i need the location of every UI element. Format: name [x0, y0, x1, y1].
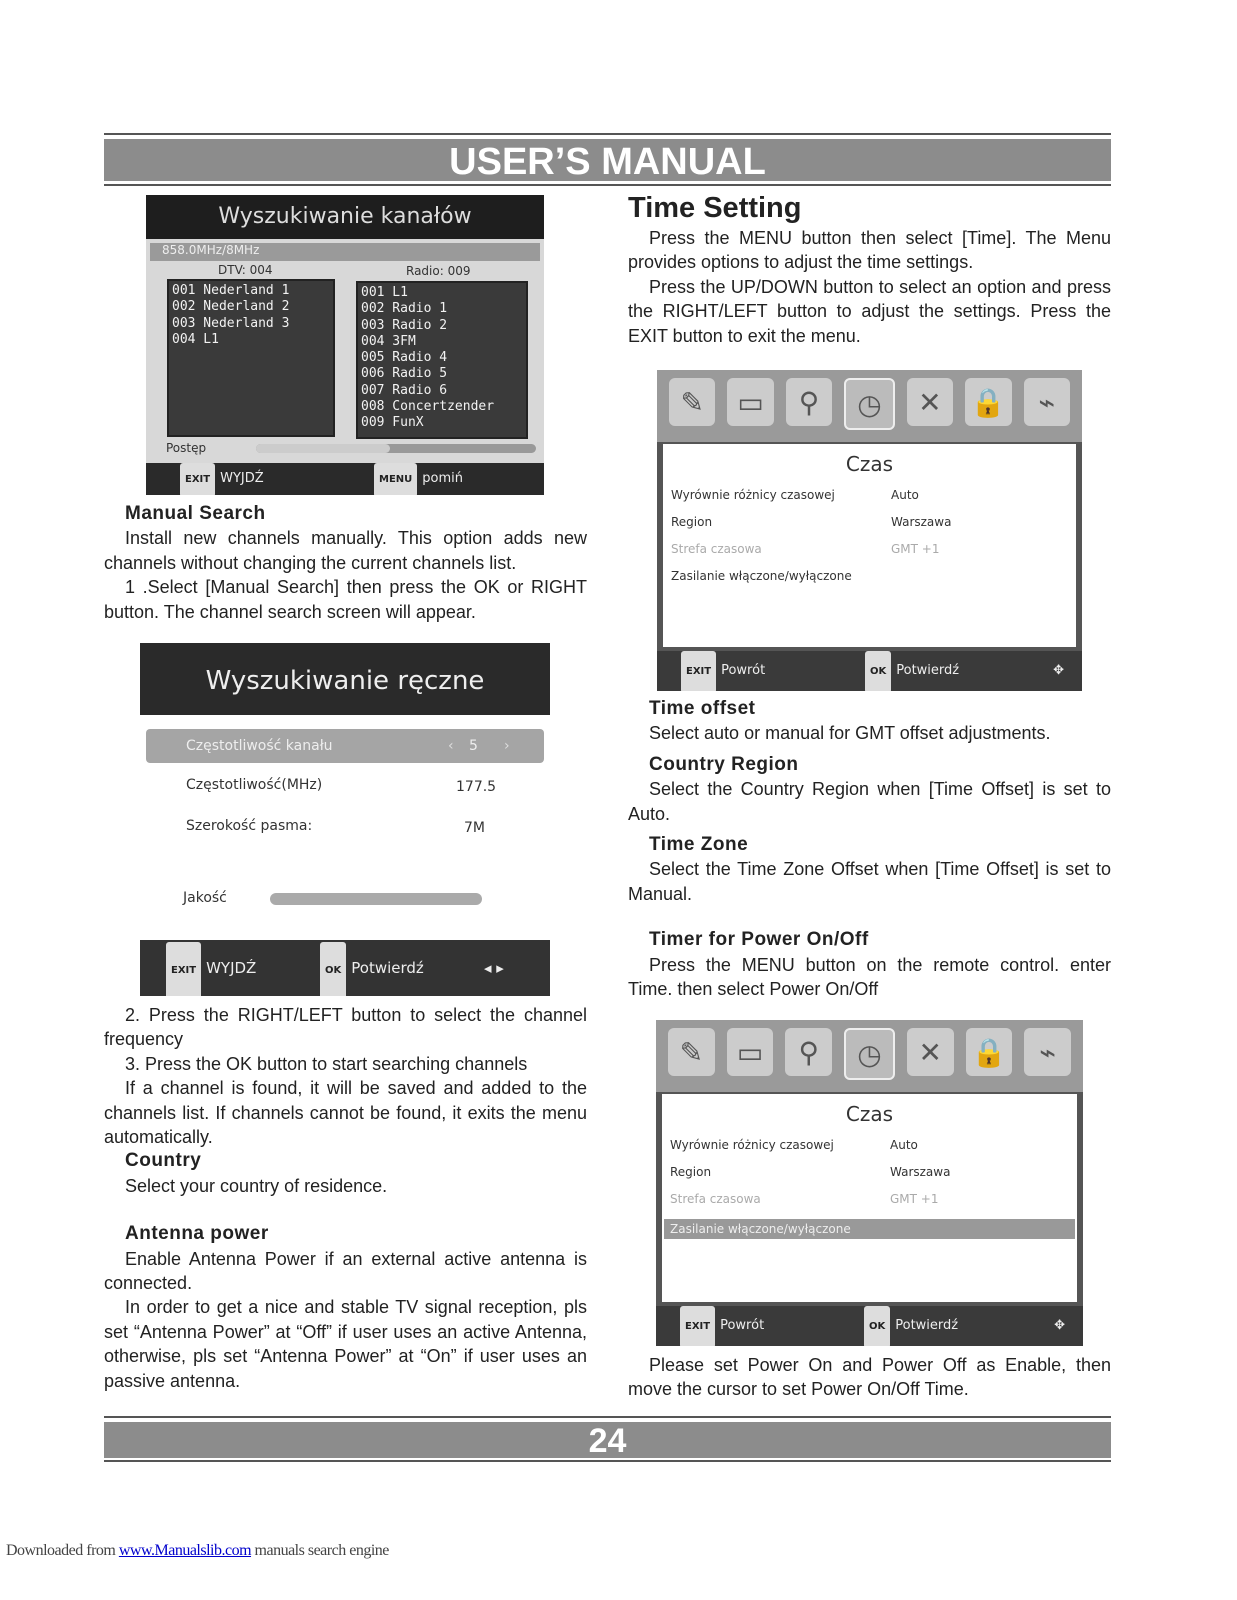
list-item: 001 Nederland 1: [172, 283, 290, 298]
menu-icon-bar: [657, 370, 1082, 442]
quality-label: Jakość: [183, 890, 227, 906]
setting-value: Warszawa: [890, 1165, 951, 1179]
section-title: Time Setting: [628, 192, 802, 224]
paragraph: In order to get a nice and stable TV signal reception, pls set “Antenna Power” at “Off” if user uses an active Antenna, otherwise, pls set “Antenna Power” at “On” if user uses an passive antenna.: [104, 1297, 587, 1391]
paragraph: Select auto or manual for GMT offset adjustments.: [649, 723, 1051, 744]
heading-time-zone: Time Zone: [649, 834, 749, 856]
list-item: 009 FunX: [361, 415, 424, 431]
exit-key-icon: EXIT: [680, 1306, 715, 1346]
time-menu-power-screenshot: [656, 1020, 1083, 1346]
list-item: 003 Nederland 3: [172, 315, 290, 331]
time-menu-screenshot: [657, 370, 1082, 691]
progress-fill: [256, 444, 390, 453]
row-value: 177.5: [456, 779, 497, 795]
radio-list: [356, 281, 528, 439]
picture-icon[interactable]: ✎: [668, 1028, 715, 1076]
page-number: 24: [104, 1422, 1111, 1458]
setting-label: Wyrównie różnicy czasowej: [670, 1138, 834, 1152]
row-value[interactable]: 5: [469, 738, 478, 754]
confirm-label: Potwierdź: [895, 1318, 959, 1333]
list-item: 002 Nederland 2: [172, 299, 290, 315]
setting-row[interactable]: [671, 515, 712, 529]
heading-country: Country: [125, 1150, 202, 1172]
menu-key-icon: MENU: [374, 463, 417, 495]
setting-row[interactable]: [670, 1165, 711, 1179]
setting-label: Region: [671, 515, 713, 529]
monitor-icon[interactable]: ▭: [727, 378, 773, 426]
paragraph: Select your country of residence.: [125, 1175, 388, 1196]
confirm-label: Potwierdź: [351, 959, 424, 977]
setting-row[interactable]: [664, 1219, 1075, 1239]
quality-bar: [270, 893, 482, 905]
progress-label: Postęp: [166, 441, 207, 455]
download-suffix: manuals search engine: [251, 1542, 389, 1559]
divider: [104, 1416, 1111, 1418]
skip-label: pomiń: [422, 471, 464, 486]
setting-value: Auto: [890, 1138, 918, 1152]
paragraph: 2. Press the RIGHT/LEFT button to select the channel frequency: [104, 1005, 587, 1050]
manualslib-link[interactable]: www.Manualslib.com: [118, 1542, 252, 1559]
list-item: 004 3FM: [361, 333, 416, 349]
list-item: 004 L1: [172, 331, 219, 347]
lock-icon[interactable]: 🔒: [965, 378, 1011, 426]
paragraph: If a channel is found, it will be saved and added to the channels list. If channels cannot be found, it exits the menu automatically.: [104, 1078, 587, 1148]
tools-icon[interactable]: ✕: [907, 1028, 954, 1076]
channel-search-screenshot: [146, 195, 544, 495]
time-panel: [663, 444, 1076, 647]
list-item: 001 L1: [361, 285, 408, 300]
dtv-count: DTV: 004: [218, 263, 273, 277]
navigation-arrows-icon: ✥: [1053, 663, 1064, 678]
paragraph: Enable Antenna Power if an external active antenna is connected.: [104, 1248, 587, 1294]
row-label: Częstotliwość kanału: [186, 738, 333, 754]
panel-title: Czas: [845, 452, 894, 476]
divider: [104, 133, 1111, 135]
dtv-list: [167, 279, 335, 437]
paragraph: Press the MENU button on the remote control. enter Time. then select Power On/Off: [628, 954, 1111, 1000]
menu-icon-bar: [656, 1020, 1083, 1092]
frequency-bar: 858.0MHz/8MHz: [150, 243, 540, 261]
setting-value: GMT +1: [890, 1192, 939, 1206]
paragraph: Press the MENU button then select [Time]. The Menu provides options to adjust the time settings.: [628, 228, 1111, 273]
setting-value: Warszawa: [891, 515, 952, 529]
setting-label: Wyrównie różnicy czasowej: [671, 488, 835, 502]
ok-key-icon: OK: [865, 651, 891, 691]
usb-icon[interactable]: ⌁: [1024, 378, 1070, 426]
paragraph: Install new channels manually. This option adds new channels without changing the current channels list.: [104, 528, 587, 573]
heading-antenna-power: Antenna power: [125, 1223, 269, 1245]
back-label: Powrót: [721, 663, 766, 678]
download-note: [6, 1542, 389, 1560]
picture-icon[interactable]: ✎: [669, 378, 715, 426]
navigation-arrows-icon: ✥: [1054, 1318, 1065, 1333]
time-panel: [662, 1094, 1077, 1302]
heading-timer-power: Timer for Power On/Off: [649, 929, 869, 951]
setting-value: Auto: [891, 488, 919, 502]
paragraph: Select the Time Zone Offset when [Time Offset] is set to Manual.: [628, 859, 1111, 904]
paragraph: Press the UP/DOWN button to select an option and press the RIGHT/LEFT button to adjust the settings. Press the EXIT button to exit the menu.: [628, 276, 1111, 346]
row-label: Szerokość pasma:: [186, 818, 313, 834]
exit-key-icon: EXIT: [166, 942, 201, 996]
setting-label: Region: [670, 1165, 712, 1179]
panel-title: Czas: [845, 1102, 894, 1126]
list-item: 006 Radio 5: [361, 366, 448, 382]
list-item: 008 Concertzender: [361, 399, 495, 415]
divider: [104, 184, 1111, 186]
ok-key-icon: OK: [320, 942, 346, 996]
paragraph: Select the Country Region when [Time Offset] is set to Auto.: [628, 779, 1111, 824]
lock-icon[interactable]: 🔒: [966, 1028, 1013, 1076]
paragraph: 1 .Select [Manual Search] then press the OK or RIGHT button. The channel search screen will appear.: [104, 577, 587, 622]
confirm-label: Potwierdź: [896, 663, 960, 678]
search-icon[interactable]: ⚲: [786, 378, 832, 426]
progress-bar: [256, 444, 536, 453]
download-prefix: Downloaded from: [6, 1542, 119, 1559]
setting-row[interactable]: [670, 1192, 761, 1206]
ok-key-icon: OK: [864, 1306, 890, 1346]
setting-row[interactable]: [671, 542, 762, 556]
list-item: 007 Radio 6: [361, 382, 448, 398]
list-item: 003 Radio 2: [361, 317, 448, 333]
paragraph: 3. Press the OK button to start searching channels: [125, 1053, 528, 1074]
screen-title: Wyszukiwanie ręczne: [140, 643, 550, 715]
list-item: 005 Radio 4: [361, 350, 448, 366]
usb-icon[interactable]: ⌁: [1024, 1028, 1071, 1076]
radio-count: Radio: 009: [406, 264, 471, 278]
clock-icon[interactable]: ◷: [844, 378, 894, 430]
search-icon[interactable]: ⚲: [785, 1028, 832, 1076]
heading-time-offset: Time offset: [649, 698, 756, 719]
left-right-arrows-icon: ◂ ▸: [484, 959, 504, 977]
setting-label: Zasilanie włączone/wyłączone: [671, 569, 852, 583]
setting-value: GMT +1: [891, 542, 940, 556]
exit-key-icon: EXIT: [180, 463, 215, 495]
row-label: Częstotliwość(MHz): [186, 777, 323, 793]
setting-label: Zasilanie włączone/wyłączone: [670, 1222, 851, 1236]
setting-label: Strefa czasowa: [671, 542, 762, 556]
monitor-icon[interactable]: ▭: [727, 1028, 774, 1076]
setting-row[interactable]: [671, 569, 852, 583]
setting-label: Strefa czasowa: [670, 1192, 761, 1206]
heading-manual-search: Manual Search: [125, 503, 266, 524]
clock-icon[interactable]: ◷: [844, 1028, 895, 1080]
setting-row[interactable]: [671, 488, 835, 502]
heading-country-region: Country Region: [649, 753, 799, 775]
exit-key-icon: EXIT: [681, 651, 716, 691]
exit-label: WYJDŹ: [220, 471, 264, 486]
tools-icon[interactable]: ✕: [907, 378, 953, 426]
list-item: 002 Radio 1: [361, 301, 448, 317]
setting-row[interactable]: [670, 1138, 834, 1152]
manual-search-screenshot: Wyszukiwanie ręczne Częstotliwość kanału ‹ 5 › Częstotliwość(MHz) 177.5 Szerokość pasma: 7M Jakość EXIT WYJDŹ OK Potwierdź ◂ ▸: [140, 643, 550, 996]
exit-label: WYJDŹ: [206, 959, 257, 977]
divider: [104, 1460, 1111, 1462]
paragraph: Please set Power On and Power Off as Enable, then move the cursor to set Power On/Off Time.: [628, 1355, 1111, 1400]
page-header: USER’S MANUAL: [104, 139, 1111, 181]
screen-title: Wyszukiwanie kanałów: [146, 195, 544, 239]
row-value: 7M: [464, 820, 485, 836]
back-label: Powrót: [720, 1318, 765, 1333]
